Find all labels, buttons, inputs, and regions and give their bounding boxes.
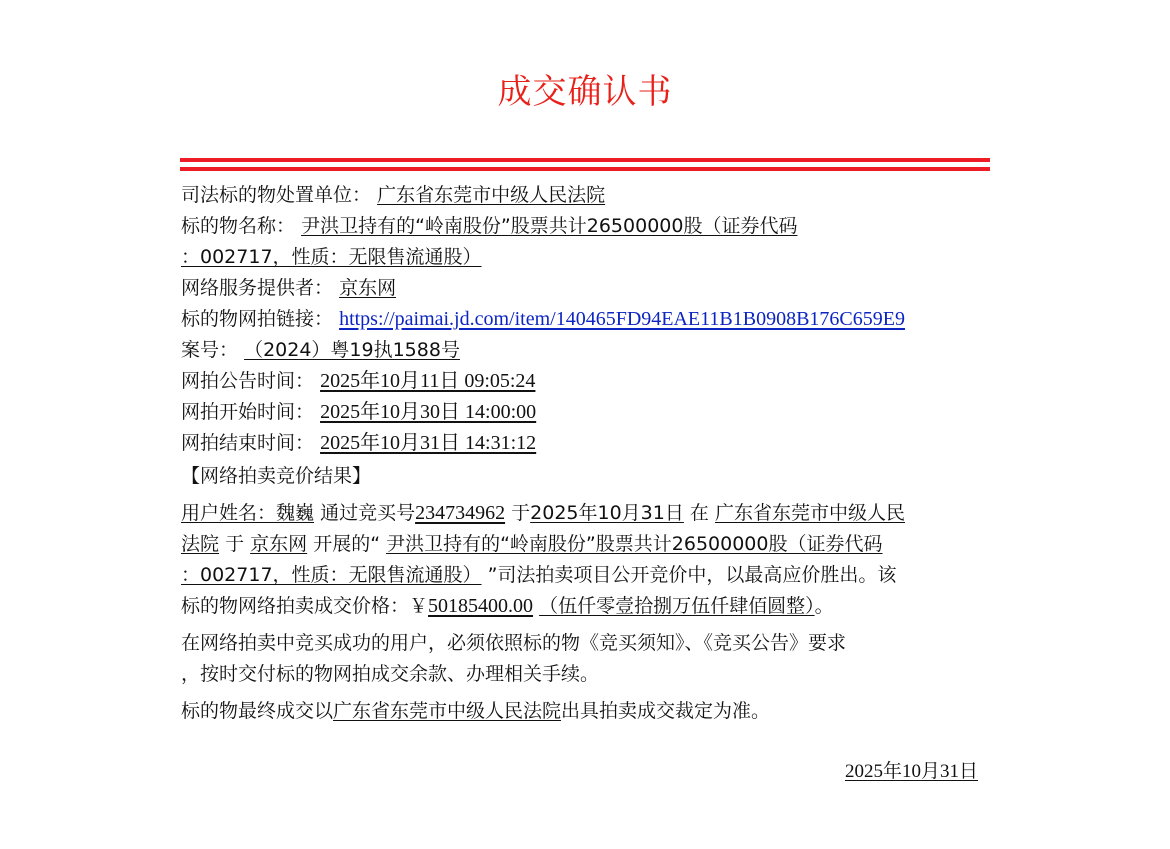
field-item-name-cont: [181, 242, 991, 273]
field-end-time: 网拍结束时间： 2025年10月31日 14:31:12: [181, 432, 537, 454]
case-number-value: （2024）粤19执1588号: [244, 339, 460, 361]
disposal-unit-value: 广东省东莞市中级人民法院: [377, 184, 606, 206]
result-item-line1: 尹洪卫持有的“岭南股份”股票共计26500000股（证券代码: [386, 533, 883, 555]
section-title: 【网络拍卖竞价结果】: [181, 465, 372, 487]
result-platform: 京东网: [250, 533, 308, 555]
field-start-time: 网拍开始时间： 2025年10月30日 14:00:00: [181, 401, 537, 423]
document-body: [181, 180, 991, 727]
final-paragraph: 标的物最终成交以广东省东莞市中级人民法院出具拍卖成交裁定为准。: [181, 700, 771, 722]
result-date: 2025年10月31日: [530, 502, 684, 524]
field-announce-time: 网拍公告时间： 2025年10月11日 09:05:24: [181, 370, 536, 392]
winner-name: 用户姓名：魏巍: [181, 502, 315, 524]
end-time-value: 2025年10月31日 14:31:12: [320, 432, 537, 454]
signature-date: 2025年10月31日: [844, 761, 978, 782]
result-court-part2: 法院: [181, 533, 220, 555]
announce-time-value: 2025年10月11日 09:05:24: [320, 370, 536, 392]
provider-value: 京东网: [339, 277, 397, 299]
field-item-name: 标的物名称： 尹洪卫持有的“岭南股份”股票共计26500000股（证券代码: [181, 215, 798, 237]
auction-result: 用户姓名：魏巍 通过竞买号234734962 于2025年10月31日 在 广东省东莞市中级人民 法院 于 京东网 开展的“ 尹洪卫持有的“岭南股份”股票共计26500000股（证券代码 ：002717，性质：无限售流通股） ”司法拍卖项目公开竞价中，以最高应价胜出。该 标的物网络拍卖成交价格：￥50185400.00 （伍仟零壹拾捌万伍仟肆佰圆整）。: [181, 502, 905, 617]
header-divider-top: [180, 158, 990, 162]
field-case-number: 案号： （2024）粤19执1588号: [181, 339, 460, 361]
field-disposal-unit: 司法标的物处置单位： 广东省东莞市中级人民法院: [181, 184, 606, 206]
header-divider-bottom: [180, 167, 990, 171]
item-name-value-line1: 尹洪卫持有的“岭南股份”股票共计26500000股（证券代码: [301, 215, 798, 237]
result-item-line2: ：002717，性质：无限售流通股）: [181, 564, 482, 586]
start-time-value: 2025年10月30日 14:00:00: [320, 401, 537, 423]
auction-link[interactable]: https://paimai.jd.com/item/140465FD94EAE11B1B0908B176C659E9: [339, 308, 905, 330]
final-price-words: （伍仟零壹拾捌万伍仟肆佰圆整）: [539, 595, 815, 617]
final-court: 广东省东莞市中级人民法院: [333, 700, 562, 722]
result-court-part1: 广东省东莞市中级人民: [714, 502, 905, 524]
item-name-value-line2: ：002717，性质：无限售流通股）: [181, 246, 482, 268]
field-auction-link: 标的物网拍链接： https://paimai.jd.com/item/140465FD94EAE11B1B0908B176C659E9: [181, 308, 905, 330]
final-price: 50185400.00: [428, 595, 534, 617]
bid-number: 234734962: [415, 502, 506, 524]
field-provider: 网络服务提供者： 京东网: [181, 277, 397, 299]
document-title: 成交确认书: [497, 72, 673, 112]
notice-paragraph: 在网络拍卖中竞买成功的用户，必须依照标的物《竞买须知》、《竞买公告》要求 ，按时交付标的物网拍成交余款、办理相关手续。: [181, 632, 847, 685]
